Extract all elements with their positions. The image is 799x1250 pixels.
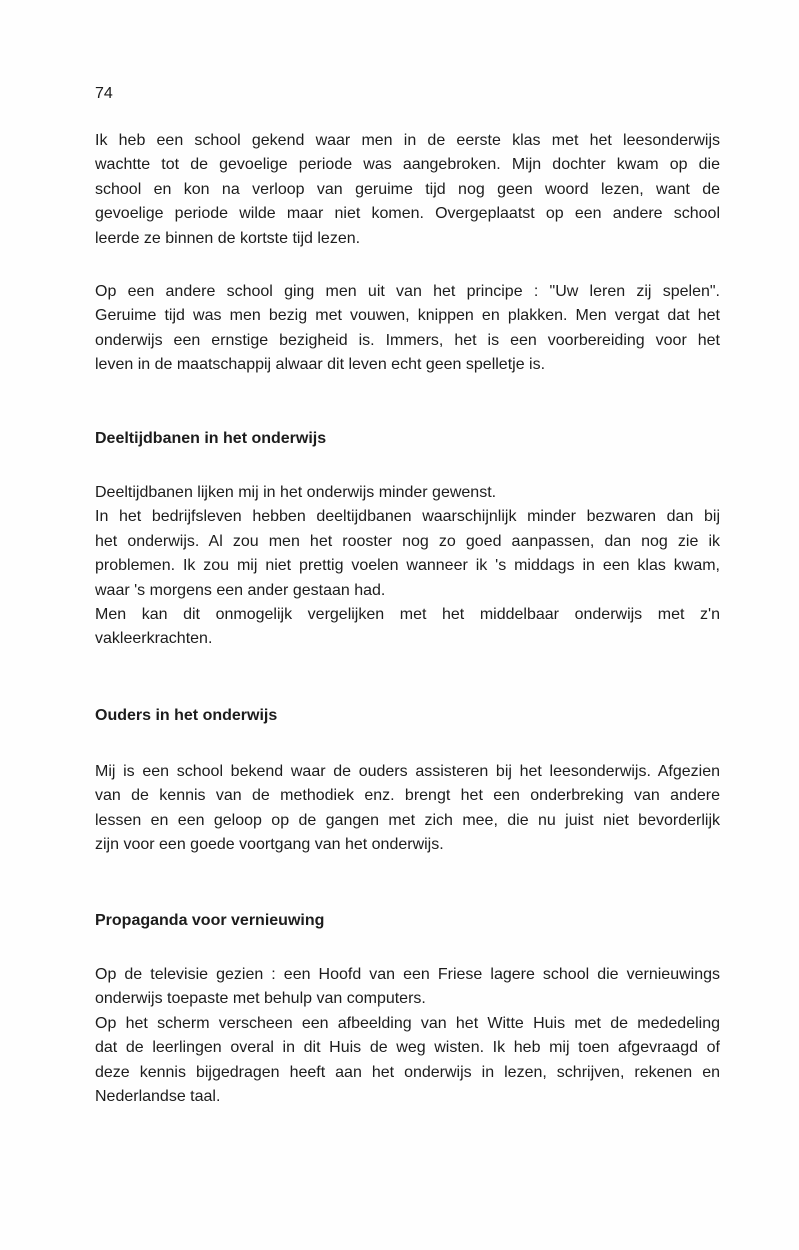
text-line: het onderwijs. Al zou men het rooster nog zo goed aanpassen, dan nog zie ik [95, 532, 720, 550]
text-line: Ik heb een school gekend waar men in de eerste klas met het leesonderwijs [95, 132, 720, 149]
text-line: school en kon na verloop van geruime tijd nog geen woord lezen, want de [95, 180, 720, 198]
text-line: Mij is een school bekend waar de ouders assisteren bij het leesonderwijs. Afgezien [95, 763, 720, 780]
paragraph-5 [95, 963, 720, 1109]
text-line: Geruime tijd was men bezig met vouwen, knippen en plakken. Men vergat dat het [95, 307, 720, 325]
text-line: In het bedrijfsleven hebben deeltijdbanen waarschijnlijk minder bezwaren dan bij [95, 508, 720, 526]
text-line: Op de televisie gezien : een Hoofd van een Friese lagere school die vernieuwings [95, 966, 720, 983]
text-line: wachtte tot de gevoelige periode was aangebroken. Mijn dochter kwam op die [95, 156, 720, 174]
text-line: Op het scherm verscheen een afbeelding van het Witte Huis met de mededeling [95, 1014, 720, 1032]
text-line: Deeltijdbanen lijken mij in het onderwijs minder gewenst. [95, 484, 497, 501]
text-line: problemen. Ik zou mij niet prettig voelen wanneer ik 's middags in een klas kwam, [95, 557, 720, 575]
text-line: zijn voor een goede voortgang van het onderwijs. [95, 836, 444, 854]
section-heading-propaganda: Propaganda voor vernieuwing [95, 912, 325, 929]
text-line: onderwijs een ernstige bezigheid is. Immers, het is een voorbereiding voor het [95, 331, 720, 349]
text-line: onderwijs toepaste met behulp van computers. [95, 990, 426, 1008]
text-line: vakleerkrachten. [95, 630, 213, 648]
text-line: Nederlandse taal. [95, 1087, 221, 1105]
section-heading-deeltijdbanen: Deeltijdbanen in het onderwijs [95, 430, 327, 447]
text-line: leerde ze binnen de kortste tijd lezen. [95, 229, 361, 247]
paragraph-2 [95, 280, 720, 378]
page-number: 74 [95, 85, 113, 102]
text-line: Op een andere school ging men uit van het principe : "Uw leren zij spelen". [95, 283, 720, 300]
paragraph-1 [95, 129, 720, 251]
text-line: gevoelige periode wilde maar niet komen. Overgeplaatst op een andere school [95, 205, 720, 223]
text-line: lessen en een geloop op de gangen met zich mee, die nu juist niet bevorderlijk [95, 811, 720, 829]
text-line: leven in de maatschappij alwaar dit leven echt geen spelletje is. [95, 356, 546, 374]
text-line: waar 's morgens een ander gestaan had. [95, 581, 386, 599]
paragraph-4 [95, 760, 720, 858]
text-line: van de kennis van de methodiek enz. brengt het een onderbreking van andere [95, 787, 720, 805]
section-heading-ouders: Ouders in het onderwijs [95, 707, 278, 724]
text-line: deze kennis bijgedragen heeft aan het onderwijs in lezen, schrijven, rekenen en [95, 1063, 720, 1081]
paragraph-3 [95, 481, 720, 652]
text-line: dat de leerlingen overal in dit Huis de weg wisten. Ik heb mij toen afgevraagd of [95, 1039, 720, 1057]
text-line: Men kan dit onmogelijk vergelijken met het middelbaar onderwijs met z'n [95, 605, 720, 623]
